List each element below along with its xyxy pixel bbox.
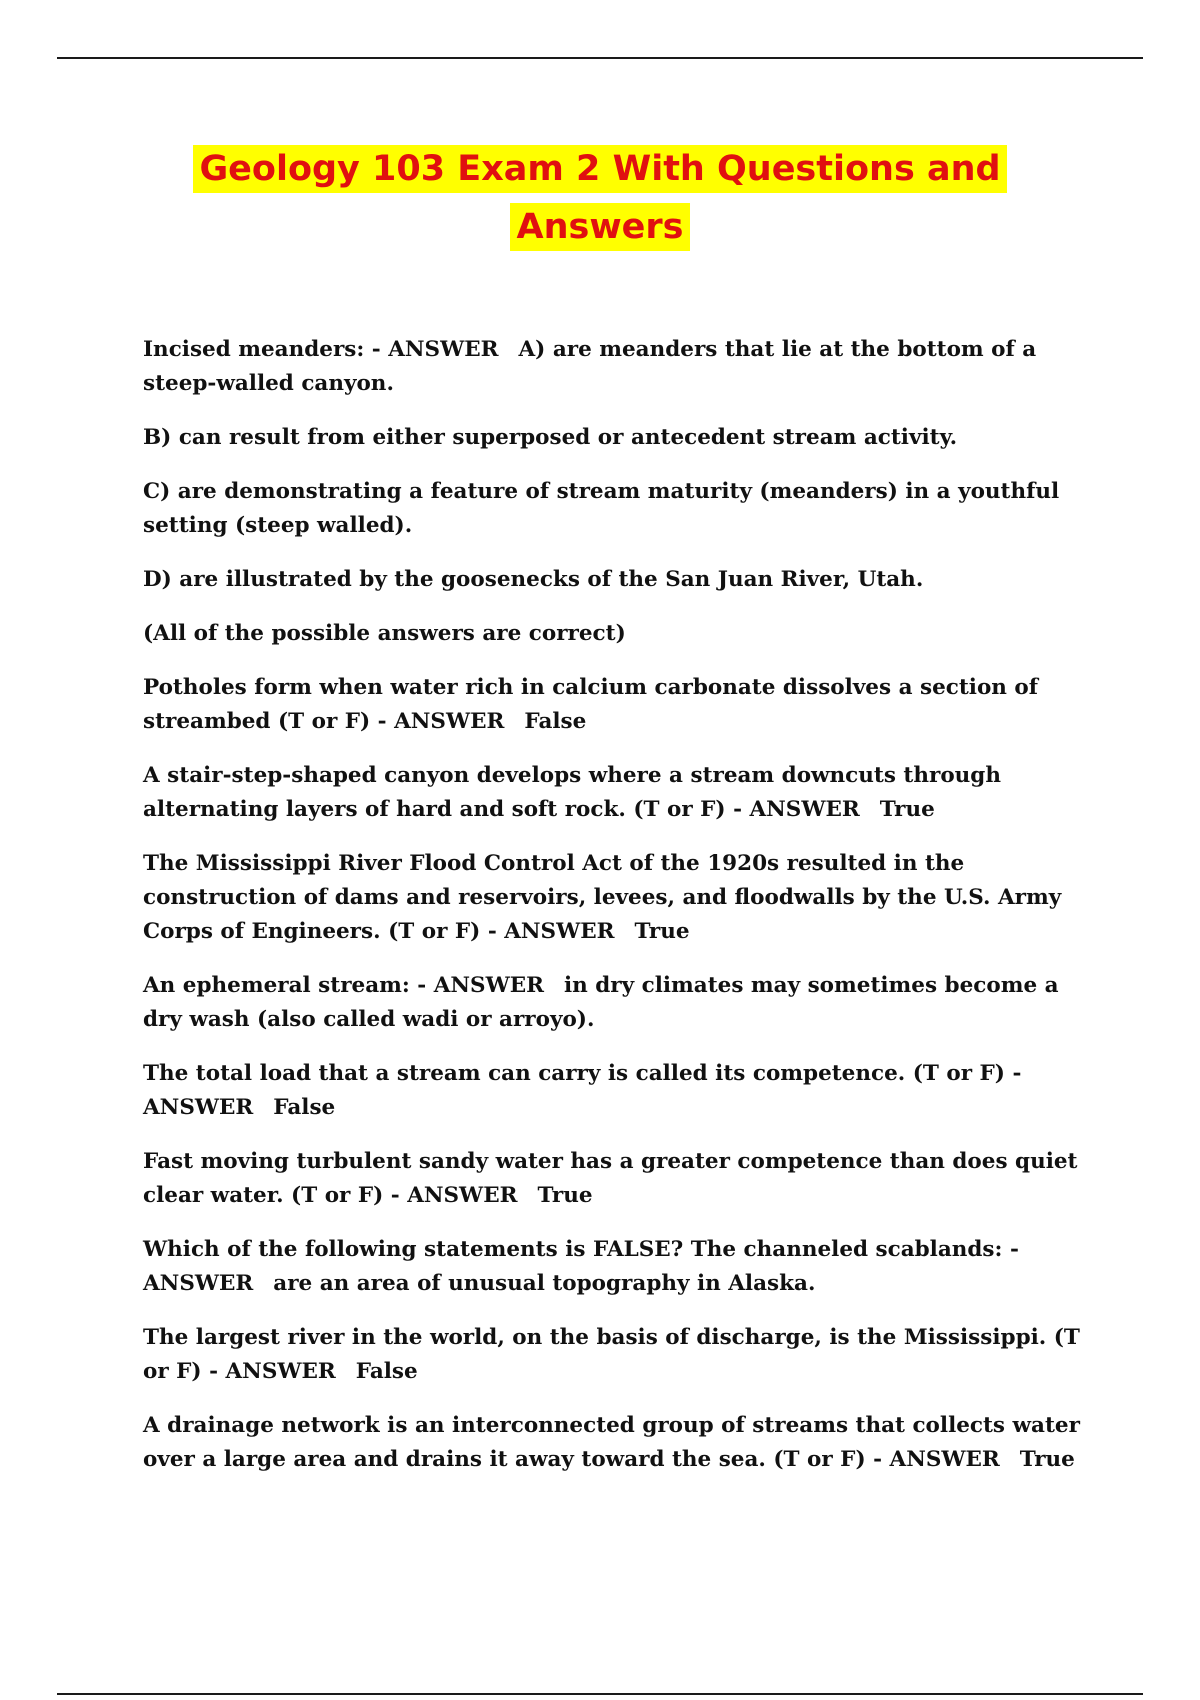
answer-text: True (1019, 1447, 1075, 1472)
answer-text: True (879, 797, 935, 822)
qa-item (143, 1233, 1093, 1301)
document-title (0, 140, 1200, 256)
answer-text: False (273, 1095, 336, 1120)
question-text: Incised meanders: - ANSWER (143, 337, 499, 362)
qa-item (143, 421, 1093, 455)
qa-item (143, 563, 1093, 597)
qa-item (143, 617, 1093, 651)
bottom-rule (57, 1693, 1143, 1695)
qa-item (143, 333, 1093, 401)
qa-item (143, 475, 1093, 543)
qa-item (143, 1321, 1093, 1389)
answer-text: False (524, 709, 587, 734)
question-text: The total load that a stream can carry is called its competence. (T or F) - ANSWER (143, 1061, 1022, 1120)
answer-note: (All of the possible answers are correct) (143, 621, 626, 646)
question-text: The Mississippi River Flood Control Act of the 1920s resulted in the construction of dams and reservoirs, levees, and floodwalls by the U.S. Army Corps of Engineers. (T or F) - ANSWER (143, 851, 1062, 944)
question-text: A stair-step-shaped canyon develops where a stream downcuts through alternating layers of hard and soft rock. (T or F) - ANSWER (143, 763, 1001, 822)
question-text: A drainage network is an interconnected group of streams that collects water over a large area and drains it away toward the sea. (T or F) - ANSWER (143, 1413, 1080, 1472)
answer-option-d: D) are illustrated by the goosenecks of the San Juan River, Utah. (143, 567, 924, 592)
answer-text: A) are meanders that lie at the bottom of a steep-walled canyon. (143, 337, 1037, 396)
question-text: The largest river in the world, on the basis of discharge, is the Mississippi. (T or F) - ANSWER (143, 1325, 1080, 1384)
question-text: Fast moving turbulent sandy water has a greater competence than does quiet clear water. (T or F) - ANSWER (143, 1149, 1078, 1208)
qa-list (143, 333, 1093, 1497)
qa-item (143, 847, 1093, 949)
qa-item (143, 1057, 1093, 1125)
question-text: Potholes form when water rich in calcium carbonate dissolves a section of streambed (T or F) - ANSWER (143, 675, 1039, 734)
answer-text: in dry climates may sometimes become a dry wash (also called wadi or arroyo). (143, 973, 1059, 1032)
title-line-1: Geology 103 Exam 2 With Questions and (193, 145, 1006, 193)
answer-option-b: B) can result from either superposed or antecedent stream activity. (143, 425, 958, 450)
qa-item (143, 759, 1093, 827)
qa-item (143, 969, 1093, 1037)
qa-item (143, 1145, 1093, 1213)
qa-item (143, 1409, 1093, 1477)
title-line-2: Answers (510, 203, 689, 251)
answer-option-c: C) are demonstrating a feature of stream maturity (meanders) in a youthful setting (steep walled). (143, 479, 1060, 538)
answer-text: are an area of unusual topography in Alaska. (273, 1271, 816, 1296)
top-rule (57, 57, 1143, 59)
question-text: An ephemeral stream: - ANSWER (143, 973, 544, 998)
qa-item (143, 671, 1093, 739)
question-text: Which of the following statements is FALSE? The channeled scablands: - ANSWER (143, 1237, 1019, 1296)
answer-text: False (355, 1359, 418, 1384)
answer-text: True (634, 919, 690, 944)
answer-text: True (537, 1183, 593, 1208)
